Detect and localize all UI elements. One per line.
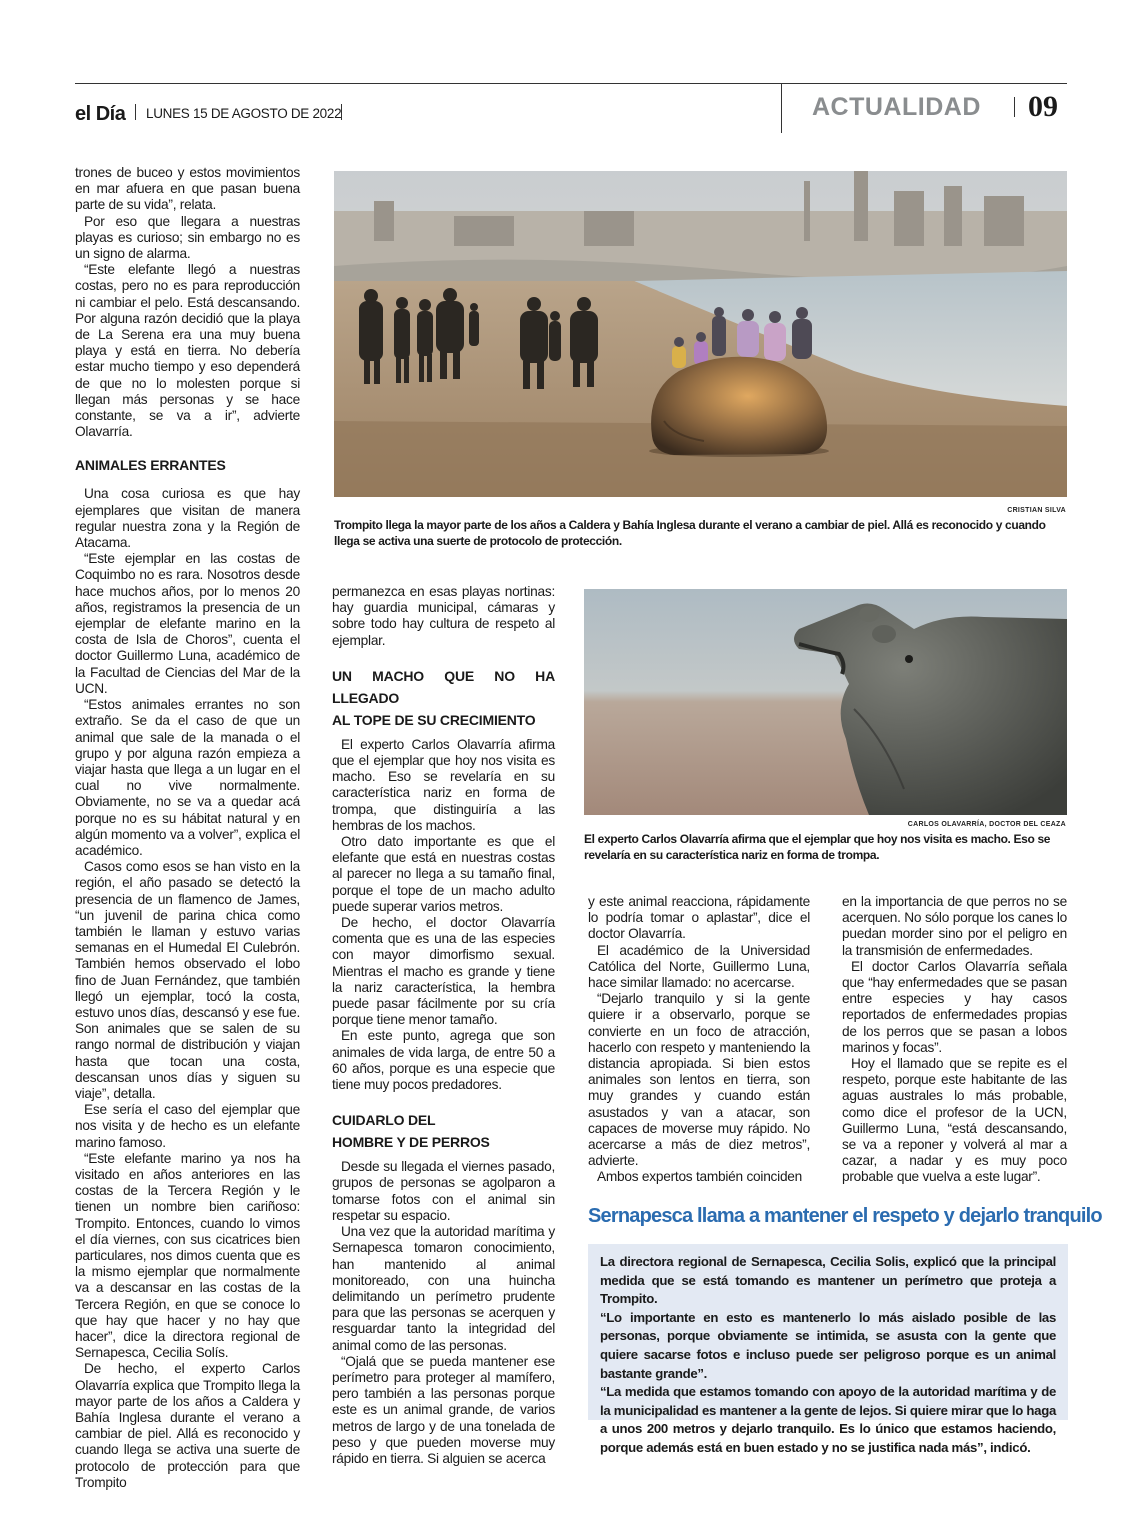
- top-rule: [75, 83, 1067, 84]
- page-number: 09: [1028, 90, 1058, 123]
- photo-credit: CARLOS OLAVARRÍA, DOCTOR DEL CEAZA: [907, 821, 1066, 828]
- paragraph: “Este ejemplar en las costas de Coquimbo no es rara. Nosotros desde hace muchos años, por lo menos 20 años, registramos la presencia de un ejemplar de elefante marino en la costa de Isla de Choros”, cuenta el doctor Guillermo Luna, académico de la Facultad de Ciencias del Mar de la UCN.: [75, 551, 300, 696]
- box-text: [600, 1253, 1056, 1458]
- paragraph: En este punto, agrega que son animales de vida larga, de entre 50 a 60 años, porque es una especie que tiene muy pocos predadores.: [332, 1028, 555, 1093]
- box-title: Sernapesca llama a mantener el respeto y dejarlo tranquilo: [588, 1205, 1102, 1227]
- paragraph: trones de buceo y estos movimientos en mar afuera en que pasan buena parte de su vida”, relata.: [75, 165, 300, 213]
- subheading: ANIMALES ERRANTES: [75, 457, 226, 474]
- box-paragraph: “Lo importante en esto es mantenerlo lo más aislado posible de las personas, porque obviamente se intimida, se asusta con la gente que quiere sacarse fotos e incluso puede ser peligroso porque es un animal bastante grande”.: [600, 1309, 1056, 1381]
- header-separator: [341, 104, 342, 120]
- dateline: LUNES 15 DE AGOSTO DE 2022: [146, 106, 342, 121]
- paragraph: “Ojalá que se pueda mantener ese perímetro para proteger al mamífero, pero también a las personas porque este es un animal grande, de varios metros de largo y de una tonelada de peso y que pueden moverse muy rápido en tierra. Si alguien se acerca: [332, 1353, 555, 1466]
- article-column-1: [75, 165, 300, 1491]
- paragraph: El doctor Carlos Olavarría señala que “hay enfermedades que se pasan entre especies y hay casos reportados de enfermedades propias de los perros que se pasan a lobos marinos y focas”.: [842, 958, 1067, 1055]
- header-separator: [135, 104, 136, 120]
- subheading-line: HOMBRE Y DE PERROS: [332, 1134, 490, 1151]
- paragraph: Hoy el llamado que se repite es el respeto, porque este habitante de las aguas australes lo más probable, como dice el profesor de la UCN, Guillermo Luna, “está descansando, se va a reponer y volverá al mar a cazar, a nadar y es muy poco probable que vuelva a este lugar”.: [842, 1056, 1067, 1185]
- paragraph: Por eso que llegara a nuestras playas es curioso; sin embargo no es un signo de alarma.: [75, 213, 300, 262]
- paragraph: De hecho, el doctor Olavarría comenta que es una de las especies con mayor dimorfismo sexual. Mientras el macho es grande y tiene la nariz característica, la hembra puede pasar fácilmente por su cría porque tiene menor tamaño.: [332, 915, 555, 1028]
- paragraph: Una cosa curiosa es que hay ejemplares que visitan de manera regular nuestra zona y la Región de Atacama.: [75, 486, 300, 551]
- beach-photo: [334, 171, 1067, 497]
- box-paragraph: “La medida que estamos tomando con apoyo de la autoridad marítima y de la municipalidad es mantener a la gente de lejos. Si quiere mirar que lo haga a unos 200 metros y dejarlo tranquilo. Es lo único que estamos haciendo, porque además está en buen estado y no se justifica nada más”, indicó.: [600, 1384, 1056, 1455]
- paragraph: “Este elefante marino ya nos ha visitado en años anteriores en las costas de la Tercera Región y le tienen un nombre bien cariñoso: Trompito. Entonces, cuando lo vimos el día viernes, con sus cicatrices bien particulares, nos dimos cuenta que es la mismo ejemplar que normalmente va a descansar en las costas de la Tercera Región, en que se conoce lo que hay que hacer y no hay que hacer”, dice la directora regional de Sernapesca, Cecilia Solís.: [75, 1150, 300, 1361]
- subheading: [332, 1109, 555, 1153]
- paragraph: en la importancia de que perros no se acerquen. No sólo porque los canes lo puedan morder sino por el peligro en la transmisión de enfermedades.: [842, 894, 1067, 958]
- header-separator: [1014, 97, 1015, 117]
- paragraph: Ese sería el caso del ejemplar que nos visita y de hecho es un elefante marino famoso.: [75, 1102, 300, 1150]
- section-name: ACTUALIDAD: [812, 93, 981, 121]
- header-divider: [781, 83, 782, 133]
- photo-caption: Trompito llega la mayor parte de los años a Caldera y Bahía Inglesa durante el verano a cambiar de piel. Allá es reconocido y cuando llega se activa una suerte de protocolo de protección.: [334, 518, 1046, 548]
- article-column-2: [332, 584, 555, 1467]
- beach-photo-illustration: [334, 171, 1067, 497]
- paragraph: Una vez que la autoridad marítima y Sernapesca tomaron conocimiento, han mantenido al animal monitoreado, con una huincha delimitando un perímetro prudente para que las personas se acerquen y resguardar tanto la integridad del animal como de las personas.: [332, 1224, 555, 1353]
- paragraph: y este animal reacciona, rápidamente lo podría tomar o aplastar”, dice el doctor Olavarría.: [588, 894, 810, 942]
- paragraph: El experto Carlos Olavarría afirma que el ejemplar que hoy nos visita es macho. Eso se revelaría en su característica nariz en forma de trompa, que distinguiría a las hembras de los machos.: [332, 736, 555, 833]
- paragraph: Ambos expertos también coinciden: [597, 1169, 803, 1185]
- subheading-line: AL TOPE DE SU CRECIMIENTO: [332, 711, 536, 728]
- seal-closeup-photo: [584, 589, 1067, 815]
- paragraph: permanezca en esas playas nortinas: hay guardia municipal, cámaras y sobre todo hay cultura de respeto al ejemplar.: [332, 584, 555, 648]
- subheading-line: CUIDARLO DEL: [332, 1112, 436, 1129]
- masthead-logo: el Día: [75, 103, 126, 125]
- paragraph: El académico de la Universidad Católica del Norte, Guillermo Luna, hace similar llamado: no acercarse.: [588, 942, 810, 991]
- box-paragraph: La directora regional de Sernapesca, Cecilia Solis, explicó que la principal medida que se está tomando es mantener un perímetro que proteja a Trompito.: [600, 1254, 1056, 1307]
- paragraph: Otro dato importante es que el elefante que está en nuestras costas al parecer no llega a su tamaño final, porque el tope de un macho adulto puede superar varios metros.: [332, 834, 555, 914]
- article-column-4: [842, 894, 1067, 1186]
- paragraph: Desde su llegada el viernes pasado, grupos de personas se agolparon a tomarse fotos con el animal sin respetar su espacio.: [332, 1159, 555, 1223]
- paragraph: Casos como esos se han visto en la región, el año pasado se detectó la presencia de un flamenco de James, “un juvenil de parina chica como también le llaman y estuvo varias semanas en el Humedal El Culebrón. También hemos observado el lobo fino de Juan Fernández, que también llegó un ejemplar, tocó la costa, estuvo unos días, descansó y ese fue. Son animales que se salen de su rango normal de distribución y viajan hasta que tocan una costa, descansan unos días y siguen su viaje”, detalla.: [75, 859, 300, 1101]
- photo-caption: El experto Carlos Olavarría afirma que el ejemplar que hoy nos visita es macho. Eso se revelaría en su característica nariz en forma de trompa.: [584, 832, 1051, 862]
- subheading-line: UN MACHO QUE NO HA LLEGADO: [332, 667, 555, 706]
- paragraph: “Este elefante llegó a nuestras costas, pero no es para reproducción ni cambiar el pelo. Está descansando. Por alguna razón decidió que la playa de La Serena era una muy buena playa y está en tierra. No debería estar mucho tiempo y eso dependerá de que no lo molesten porque si llegan más personas y se hace constante, se va a ir”, advierte Olavarría.: [75, 262, 300, 440]
- photo-credit: CRISTIAN SILVA: [1007, 507, 1066, 514]
- subheading: [332, 665, 555, 731]
- paragraph: De hecho, el experto Carlos Olavarría explica que Trompito llega la mayor parte de los años a Caldera y Bahía Inglesa durante el verano a cambiar de piel. Allá es reconocido y cuando llega se activa una suerte de protocolo de protección para que Trompito: [75, 1361, 300, 1490]
- paragraph: “Estos animales errantes no son extraño. Se da el caso de que un animal que sale de la manada o el grupo y por alguna razón empieza a viajar hasta que llega a un lugar en el cual no vive normalmente. Obviamente, no se va a quedar acá porque no es su hábitat natural y en algún momento va a volver”, explica el académico.: [75, 697, 300, 858]
- article-column-3: [588, 894, 810, 1186]
- paragraph: “Dejarlo tranquilo y si la gente quiere ir a observarlo, porque se convierte en un foco de atracción, hacerlo con respeto y manteniendo la distancia apropiada. Si bien estos animales son lentos en tierra, son muy grandes y cuando están asustados y van a atacar, son capaces de moverse muy rápido. No acercarse a más de diez metros”, advierte.: [588, 991, 810, 1169]
- seal-closeup-illustration: [584, 589, 1067, 815]
